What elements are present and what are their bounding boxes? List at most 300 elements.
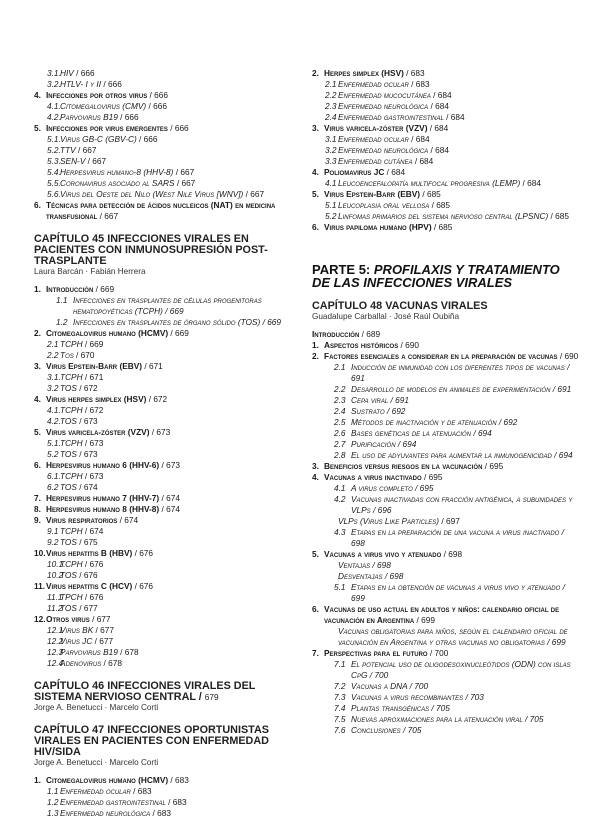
entry-title: Vacunas a virus inactivado	[324, 472, 422, 482]
page-number: 676	[89, 592, 104, 602]
entry-number: 2.1	[334, 362, 346, 372]
page-number: 691	[351, 373, 365, 383]
chapter-authors: Guadalupe Carballal · José Raúl Oubiña	[312, 312, 460, 321]
entry-number: 4.	[312, 472, 319, 482]
entry-title: Etapas en la obtención de vacunas a virus vivo y atenuado	[351, 582, 561, 592]
entry-title: Citomegalovirus (CMV)	[60, 101, 147, 111]
entry-title: Desventajas	[338, 571, 383, 581]
entry-number: 7.	[34, 493, 41, 503]
entry-number: 5.	[312, 189, 319, 199]
entry-title: Enfermedad cutánea	[338, 156, 413, 166]
entry-number: 9.	[34, 515, 41, 525]
toc-entry: 4. Virus herpes simplex (HSV) / 672	[34, 394, 168, 404]
entry-title: Poliomavirus JC	[324, 167, 385, 177]
toc-entry: 2.3 Enfermedad neurológica / 684	[325, 101, 449, 111]
entry-title: Parvovirus B19	[60, 112, 118, 122]
entry-title: Citomegalovirus humano (HCMV)	[46, 775, 169, 785]
entry-title: TCPH	[60, 471, 83, 481]
page-number: 671	[89, 372, 104, 382]
entry-number: 4.	[34, 394, 41, 404]
entry-number: 7.2	[334, 681, 346, 691]
entry-title: VLPs (Virus Like Particles)	[338, 516, 440, 526]
page-number: 671	[148, 361, 163, 371]
entry-title: El uso de adyuvantes para aumentar la inmunogenicidad	[351, 450, 552, 460]
entry-title: Técnicas para detección de ácidos nucleicos (NAT) en medicina transfusional	[46, 200, 276, 221]
toc-entry: 12.1 Virus BK / 677	[47, 625, 115, 635]
entry-number: 2.1	[325, 79, 337, 89]
page-number: 685	[438, 222, 453, 232]
toc-entry: 7.6 Conclusiones / 705	[334, 725, 422, 735]
entry-title: Otros virus	[46, 614, 90, 624]
toc-entry: 4.1. TCPH / 672	[47, 405, 104, 415]
entry-number: 2.4	[325, 112, 337, 122]
entry-number: 2.4	[334, 406, 346, 416]
entry-title: Métodos de inactivación y de atenuación	[351, 417, 497, 427]
entry-number: 6.	[34, 200, 41, 210]
entry-title: TOS	[60, 603, 77, 613]
page-number: 695	[489, 461, 504, 471]
toc-entry: 9. Virus respiratorios / 674	[34, 515, 139, 525]
chapter-title: CAPÍTULO 45 INFECCIONES VIRALES EN PACIENTES CON INMUNOSUPRESIÓN POST-TRASPLANTE	[34, 233, 268, 267]
entry-title: Infecciones por otros virus	[46, 90, 148, 100]
entry-number: 4.	[312, 167, 319, 177]
page-number: 691	[395, 395, 409, 405]
page-number: 672	[89, 405, 104, 415]
entry-number: 7.	[312, 648, 319, 658]
toc-entry: 2. Herpes simplex (HSV) / 683	[312, 68, 425, 78]
entry-number: 4.2.	[47, 416, 61, 426]
entry-title: Introducción	[312, 329, 360, 339]
toc-entry: 2.2 Desarrollo de modelos en animales de experimentación / 691	[334, 384, 572, 394]
entry-title: Plantas transgénicas	[351, 703, 430, 713]
toc-entry: 2.2 Tos / 670	[47, 350, 95, 360]
entry-title: SEN-V	[60, 156, 86, 166]
page-number: 703	[470, 692, 484, 702]
entry-title: Herpesvirus humano 8 (HHV-8)	[46, 504, 160, 514]
page-number: 667	[104, 211, 119, 221]
entry-number: 2.5	[334, 417, 346, 427]
entry-title: TTV	[60, 145, 76, 155]
entry-number: 1.	[312, 340, 319, 350]
entry-title: TCPH	[60, 339, 83, 349]
chapter-heading	[34, 234, 302, 267]
entry-title: Bases genéticas de la atenuación	[351, 428, 472, 438]
entry-title: TOS	[60, 537, 77, 547]
toc-entry: Vacunas obligatorias para niños, según el calendario oficial de vacunación en Argentina y otras vacunas no obligatorias / 699	[338, 626, 568, 647]
toc-entry: 2.8 El uso de adyuvantes para aumentar la inmunogenicidad / 694	[334, 450, 573, 460]
entry-title: Virus herpes simplex (HSV)	[46, 394, 147, 404]
entry-title: Cepa viral	[351, 395, 389, 405]
toc-entry: 3.2 Enfermedad neurológica / 684	[325, 145, 449, 155]
page-number: 684	[435, 145, 449, 155]
toc-entry: 7.1 El potencial uso de oligodesoxinucleótidos (ODN) con islas CpG / 700	[334, 659, 571, 680]
entry-title: TCPH	[60, 438, 83, 448]
entry-number: 5.4.	[47, 167, 61, 177]
entry-title: Enfermedad gastrointestinal	[338, 112, 444, 122]
entry-title: Vacunas a virus recombinantes	[351, 692, 464, 702]
chapter-title: CAPÍTULO 48 VACUNAS VIRALES	[312, 300, 488, 312]
entry-number: 6.	[312, 222, 319, 232]
page-number: 695	[428, 472, 443, 482]
entry-title: Virus respiratorios	[46, 515, 118, 525]
page-number: 683	[172, 797, 187, 807]
entry-title: HTLV- I y II	[60, 79, 102, 89]
entry-number: 3.3	[325, 156, 337, 166]
entry-title: TCPH	[60, 372, 83, 382]
toc-entry: 4.2 Vacunas inactivadas con fracción antigénica, a subunidades y VLPs / 696	[334, 494, 573, 515]
entry-title: Introducción	[46, 284, 94, 294]
toc-entry: 2.2 Enfermedad mucocutánea / 684	[325, 90, 452, 100]
entry-title: Vacunas obligatorias para niños, según el calendario oficial de vacunación en Argentina y otras vacunas no obligatorias	[338, 626, 568, 647]
toc-entry: 12.3 Parvovirus B19 / 678	[47, 647, 139, 657]
entry-number: 5.1.	[47, 438, 61, 448]
page-number: 692	[503, 417, 518, 427]
toc-entry: 2.4 Enfermedad gastrointestinal / 684	[325, 112, 465, 122]
page-number: 692	[391, 406, 406, 416]
page-number: 683	[415, 79, 430, 89]
toc-entry: 12. Otros virus / 677	[34, 614, 111, 624]
page-number: 666	[174, 123, 189, 133]
page-number: 674	[166, 504, 180, 514]
entry-title: Parvovirus B19	[60, 647, 118, 657]
entry-number: 5.	[312, 549, 319, 559]
toc-entry: 7.3 Vacunas a virus recombinantes / 703	[334, 692, 484, 702]
entry-number: 9.1	[47, 526, 59, 536]
page-number: 685	[436, 200, 451, 210]
page-number: 676	[139, 548, 154, 558]
page-number: 673	[83, 449, 98, 459]
entry-title: HIV	[60, 68, 74, 78]
entry-number: 5.1	[334, 582, 346, 592]
chapter-heading	[312, 301, 580, 312]
toc-entry: 7. Perspectivas para el futuro / 700	[312, 648, 449, 658]
toc-entry: 4.2. TOS / 673	[47, 416, 98, 426]
page-number: 698	[377, 560, 391, 570]
toc-entry: 5.1. TCPH / 673	[47, 438, 104, 448]
page-number: 699	[421, 615, 435, 625]
toc-entry: 10. Virus hepatitis B (HBV) / 676	[34, 548, 154, 558]
page-number: 699	[551, 637, 566, 647]
page-number: 670	[80, 350, 95, 360]
toc-entry: 4. Infecciones por otros virus / 666	[34, 90, 168, 100]
toc-entry: 7.2 Vacunas a DNA / 700	[334, 681, 429, 691]
entry-number: 2.6	[334, 428, 346, 438]
entry-number: 2.2	[334, 384, 346, 394]
entry-number: 7.3	[334, 692, 346, 702]
toc-entry: 6.2 TOS / 674	[47, 482, 98, 492]
entry-number: 3.1.	[47, 372, 61, 382]
entry-number: 4.2.	[47, 112, 61, 122]
entry-number: 2.1	[47, 339, 59, 349]
page-number: 690	[405, 340, 419, 350]
entry-number: 5.1.	[47, 134, 61, 144]
page-number: 673	[156, 427, 171, 437]
entry-title: Virus hepatitis B (HBV)	[46, 548, 133, 558]
entry-number: 4.1.	[47, 101, 61, 111]
entry-number: 4.3	[334, 527, 346, 537]
toc-entry: 6. Técnicas para detección de ácidos nucleicos (NAT) en medicina transfusional / 667	[34, 200, 276, 221]
toc-entry: 1. Introducción / 669	[34, 284, 115, 294]
entry-title: Herpesvirus humano-8 (HHV-8)	[60, 167, 174, 177]
entry-title: Inducción de inmunidad con los diferentes tipos de vacunas	[351, 362, 565, 372]
page-number: 667	[82, 145, 97, 155]
toc-entry: 2.5 Métodos de inactivación y de atenuación / 692	[334, 417, 518, 427]
entry-number: 5.	[34, 427, 41, 437]
toc-entry: 11.2 TOS / 677	[47, 603, 98, 613]
entry-title: TCPH	[60, 526, 83, 536]
toc-entry: 5.4. Herpesvirus humano-8 (HHV-8) / 667	[47, 167, 195, 177]
entry-number: 10.	[34, 548, 46, 558]
entry-number: 3.	[34, 361, 41, 371]
entry-number: 1.2	[47, 797, 59, 807]
entry-title: TCPH	[60, 405, 83, 415]
page-number: 669	[175, 328, 189, 338]
entry-number: 3.2.	[47, 79, 61, 89]
entry-number: 3.	[312, 461, 319, 471]
page-number: 678	[124, 647, 139, 657]
toc-entry: 1.2 Enfermedad gastrointestinal / 683	[47, 797, 187, 807]
page-number: 666	[153, 101, 167, 111]
toc-entry: 3.1. TCPH / 671	[47, 372, 104, 382]
entry-title: El potencial uso de oligodesoxinucleótidos (ODN) con islas CpG	[351, 659, 571, 680]
entry-title: Enfermedad neurológica	[338, 145, 429, 155]
entry-number: 5.2	[325, 211, 337, 221]
entry-number: 5.6.	[47, 189, 61, 199]
toc-entry: 1. Aspectos históricos / 690	[312, 340, 419, 350]
entry-title: TPCH	[60, 592, 83, 602]
entry-number: 8.	[34, 504, 41, 514]
toc-entry: 2.6 Bases genéticas de la atenuación / 694	[334, 428, 492, 438]
toc-entry: 1.1 Infecciones en trasplantes de células progenitoras hematopoyéticas (TCPH) / 669	[56, 295, 262, 316]
chapter-heading: CAPÍTULO 46 INFECCIONES VIRALES DEL SISTEMA NERVIOSO CENTRAL / 679	[34, 680, 256, 703]
entry-number: 12.1	[47, 625, 64, 635]
entry-number: 2.3	[334, 395, 346, 405]
entry-number: 1.	[34, 775, 41, 785]
entry-title: Virus varicela-zóster (VZV)	[46, 427, 150, 437]
page-number: 684	[415, 134, 430, 144]
page-number: 674	[83, 482, 98, 492]
entry-number: 3.	[312, 123, 319, 133]
entry-number: 4.2	[334, 494, 346, 504]
toc-entry: 9.2 TOS / 675	[47, 537, 98, 547]
page-number: 691	[557, 384, 572, 394]
toc-entry: 4.2. Parvovirus B19 / 666	[47, 112, 139, 122]
page-number: 669	[89, 339, 104, 349]
page-number: 673	[166, 460, 180, 470]
toc-entry: 5. Infecciones por virus emergentes / 666	[34, 123, 189, 133]
entry-title: Enfermedad ocular	[338, 134, 409, 144]
entry-number: 4.	[34, 90, 41, 100]
page-number: 684	[434, 123, 449, 133]
page-number: 667	[180, 167, 195, 177]
entry-number: 11.	[34, 581, 46, 591]
page-number: 684	[527, 178, 541, 188]
entry-number: 2.3	[325, 101, 337, 111]
entry-title: Aspectos históricos	[324, 340, 399, 350]
page-number: 685	[426, 189, 441, 199]
toc-entry: 3.2 TOS / 672	[47, 383, 98, 393]
page-number: 695	[419, 483, 434, 493]
page-number: 667	[92, 156, 107, 166]
entry-title: TOS	[60, 449, 77, 459]
chapter-authors: Jorge A. Benetucci · Marcelo Corti	[34, 758, 159, 767]
entry-number: 5.5.	[47, 178, 61, 188]
entry-title: Etapas en la preparación de una vacuna a virus inactivado	[351, 527, 560, 537]
toc-entry: 5.1 Etapas en la obtención de vacunas a virus vivo y atenuado / 699	[334, 582, 565, 603]
entry-number: 5.3.	[47, 156, 61, 166]
entry-title: TOS	[60, 482, 77, 492]
page-number: 677	[83, 603, 98, 613]
page-number: 694	[402, 439, 417, 449]
page-number: 689	[366, 329, 381, 339]
entry-title: Enfermedad neurológica	[60, 808, 151, 818]
entry-number: 7.6	[334, 725, 346, 735]
entry-number: 11.1	[47, 592, 63, 602]
entry-title: A virus completo	[351, 483, 413, 493]
entry-title: Adenovirus	[60, 658, 102, 668]
toc-entry: 5.6. Virus del Oeste del Nilo (West Nile Virus [WNV]) / 667	[47, 189, 265, 199]
page-number: 696	[377, 505, 392, 515]
page-number: 676	[83, 570, 98, 580]
toc-entry: 6. Vacunas de uso actual en adultos y niños: calendario oficial de vacunación en Argentina / 699	[312, 604, 560, 625]
entry-number: 9.2	[47, 537, 59, 547]
page-number: 666	[124, 112, 139, 122]
toc-entry: 9.1 TCPH / 674	[47, 526, 104, 536]
entry-title: Beneficios versus riesgos en la vacunación	[324, 461, 483, 471]
entry-number: 3.2	[47, 383, 59, 393]
entry-number: 3.2	[325, 145, 337, 155]
entry-title: Tos	[60, 350, 74, 360]
entry-title: Sustrato	[351, 406, 385, 416]
page-number: 684	[437, 90, 452, 100]
toc-entry: 5. Virus varicela-zóster (VZV) / 673	[34, 427, 171, 437]
chapter-authors: Jorge A. Benetucci · Marcelo Corti	[34, 703, 159, 712]
toc-entry: Desventajas / 698	[338, 571, 404, 581]
entry-number: 11.2	[47, 603, 63, 613]
toc-entry: 10.1. TCPH / 676	[47, 559, 104, 569]
page-number: 672	[153, 394, 168, 404]
page-number: 676	[139, 581, 154, 591]
entry-number: 12.	[34, 614, 46, 624]
entry-number: 4.1.	[47, 405, 61, 415]
toc-entry: 5.5. Coronavirus asociado al SARS / 667	[47, 178, 196, 188]
toc-entry: 5. Virus Epstein-Barr (EBV) / 685	[312, 189, 441, 199]
toc-entry: 5.1 Leucoplasia oral vellosa / 685	[325, 200, 451, 210]
entry-number: 2.2	[325, 90, 337, 100]
toc-entry: 3.2. HTLV- I y II / 666	[47, 79, 122, 89]
page-number: 666	[107, 79, 122, 89]
toc-entry: 12.4 Adenovirus / 678	[47, 658, 122, 668]
entry-title: Virus papiloma humano (HPV)	[324, 222, 432, 232]
page-number: 690	[564, 351, 579, 361]
page-number: 683	[137, 786, 152, 796]
chapter-heading	[34, 725, 302, 758]
page-number: 684	[391, 167, 406, 177]
page-number: 677	[100, 625, 115, 635]
entry-title: Conclusiones	[351, 725, 401, 735]
entry-title: Virus del Oeste del Nilo (West Nile Virus [WNV])	[60, 189, 244, 199]
page-number: 675	[83, 537, 98, 547]
entry-number: 5.2	[47, 449, 59, 459]
toc-entry: 8. Herpesvirus humano 8 (HHV-8) / 674	[34, 504, 180, 514]
page-number: 674	[124, 515, 139, 525]
toc-entry: 1.3 Enfermedad neurológica / 683	[47, 808, 171, 818]
page-number: 666	[154, 90, 168, 100]
toc-entry: 3.1 Enfermedad ocular / 684	[325, 134, 430, 144]
toc-entry: 3.3 Enfermedad cutánea / 684	[325, 156, 434, 166]
page-number: 666	[143, 134, 158, 144]
entry-title: Virus JC	[60, 636, 93, 646]
page-number: 694	[558, 450, 573, 460]
toc-entry: 2.7 Purificación / 694	[334, 439, 417, 449]
toc-entry: 5. Vacunas a virus vivo y atenuado / 698	[312, 549, 463, 559]
entry-number: 4.1	[334, 483, 346, 493]
toc-entry: 2. Citomegalovirus humano (HCMV) / 669	[34, 328, 189, 338]
page-number: 679	[204, 692, 219, 702]
entry-number: 6.	[34, 460, 41, 470]
page-number: 667	[181, 178, 196, 188]
entry-title: TOS	[60, 416, 77, 426]
entry-number: 5.1	[325, 200, 337, 210]
entry-title: Enfermedad mucocutánea	[338, 90, 431, 100]
page-number: 667	[250, 189, 265, 199]
page-number: 700	[374, 670, 389, 680]
entry-number: 3.1.	[47, 68, 61, 78]
entry-title: Infecciones por virus emergentes	[46, 123, 168, 133]
entry-title: Perspectivas para el futuro	[324, 648, 428, 658]
toc-entry: 1. Citomegalovirus humano (HCMV) / 683	[34, 775, 189, 785]
toc-entry: 6. Virus papiloma humano (HPV) / 685	[312, 222, 453, 232]
page-number: 669	[100, 284, 115, 294]
page-number: 697	[445, 516, 460, 526]
page-number: 673	[89, 438, 104, 448]
toc-entry: 5.3. SEN-V / 667	[47, 156, 107, 166]
toc-entry: 5.2. TTV / 667	[47, 145, 97, 155]
entry-number: 2.2	[47, 350, 59, 360]
entry-number: 7.1	[334, 659, 346, 669]
chapter-title: CAPÍTULO 46 INFECCIONES VIRALES DEL SISTEMA NERVIOSO CENTRAL	[34, 680, 256, 703]
entry-title: Coronavirus asociado al SARS	[60, 178, 175, 188]
entry-number: 2.	[34, 328, 41, 338]
page-number: 698	[389, 571, 404, 581]
toc-entry: 11. Virus hepatitis C (HCV) / 676	[34, 581, 154, 591]
entry-title: TCPH	[60, 559, 83, 569]
toc-entry: 4.1 Leucoencefalopatía multifocal progresiva (LEMP) / 684	[325, 178, 541, 188]
entry-title: Desarrollo de modelos en animales de experimentación	[351, 384, 551, 394]
toc-entry: 3. Beneficios versus riesgos en la vacunación / 695	[312, 461, 504, 471]
toc-entry: 3. Virus varicela-zóster (VZV) / 684	[312, 123, 449, 133]
page-number: 694	[477, 428, 492, 438]
entry-number: 2.	[312, 351, 319, 361]
entry-number: 4.1	[325, 178, 337, 188]
entry-number: 1.1	[47, 786, 59, 796]
toc-entry: 2. Factores esenciales a considerar en la preparación de vacunas / 690	[312, 351, 579, 361]
toc-entry: VLPs (Virus Like Particles) / 697	[338, 516, 460, 526]
entry-title: Linfomas primarios del sistema nervioso central (LPSNC)	[338, 211, 549, 221]
entry-title: Virus GB-C (GBV-C)	[60, 134, 137, 144]
chapter-authors: Laura Barcán · Fabián Herrera	[34, 267, 146, 276]
page-number: 684	[435, 101, 449, 111]
page-number: 676	[89, 559, 104, 569]
entry-title: Purificación	[351, 439, 396, 449]
entry-number: 6.1.	[47, 471, 61, 481]
entry-number: 2.8	[334, 450, 346, 460]
page-number: 678	[108, 658, 122, 668]
entry-title: Enfermedad ocular	[60, 786, 131, 796]
toc-entry: 6.1. TCPH / 673	[47, 471, 104, 481]
toc-entry: Introducción / 689	[312, 329, 381, 339]
page-number: 673	[89, 471, 104, 481]
